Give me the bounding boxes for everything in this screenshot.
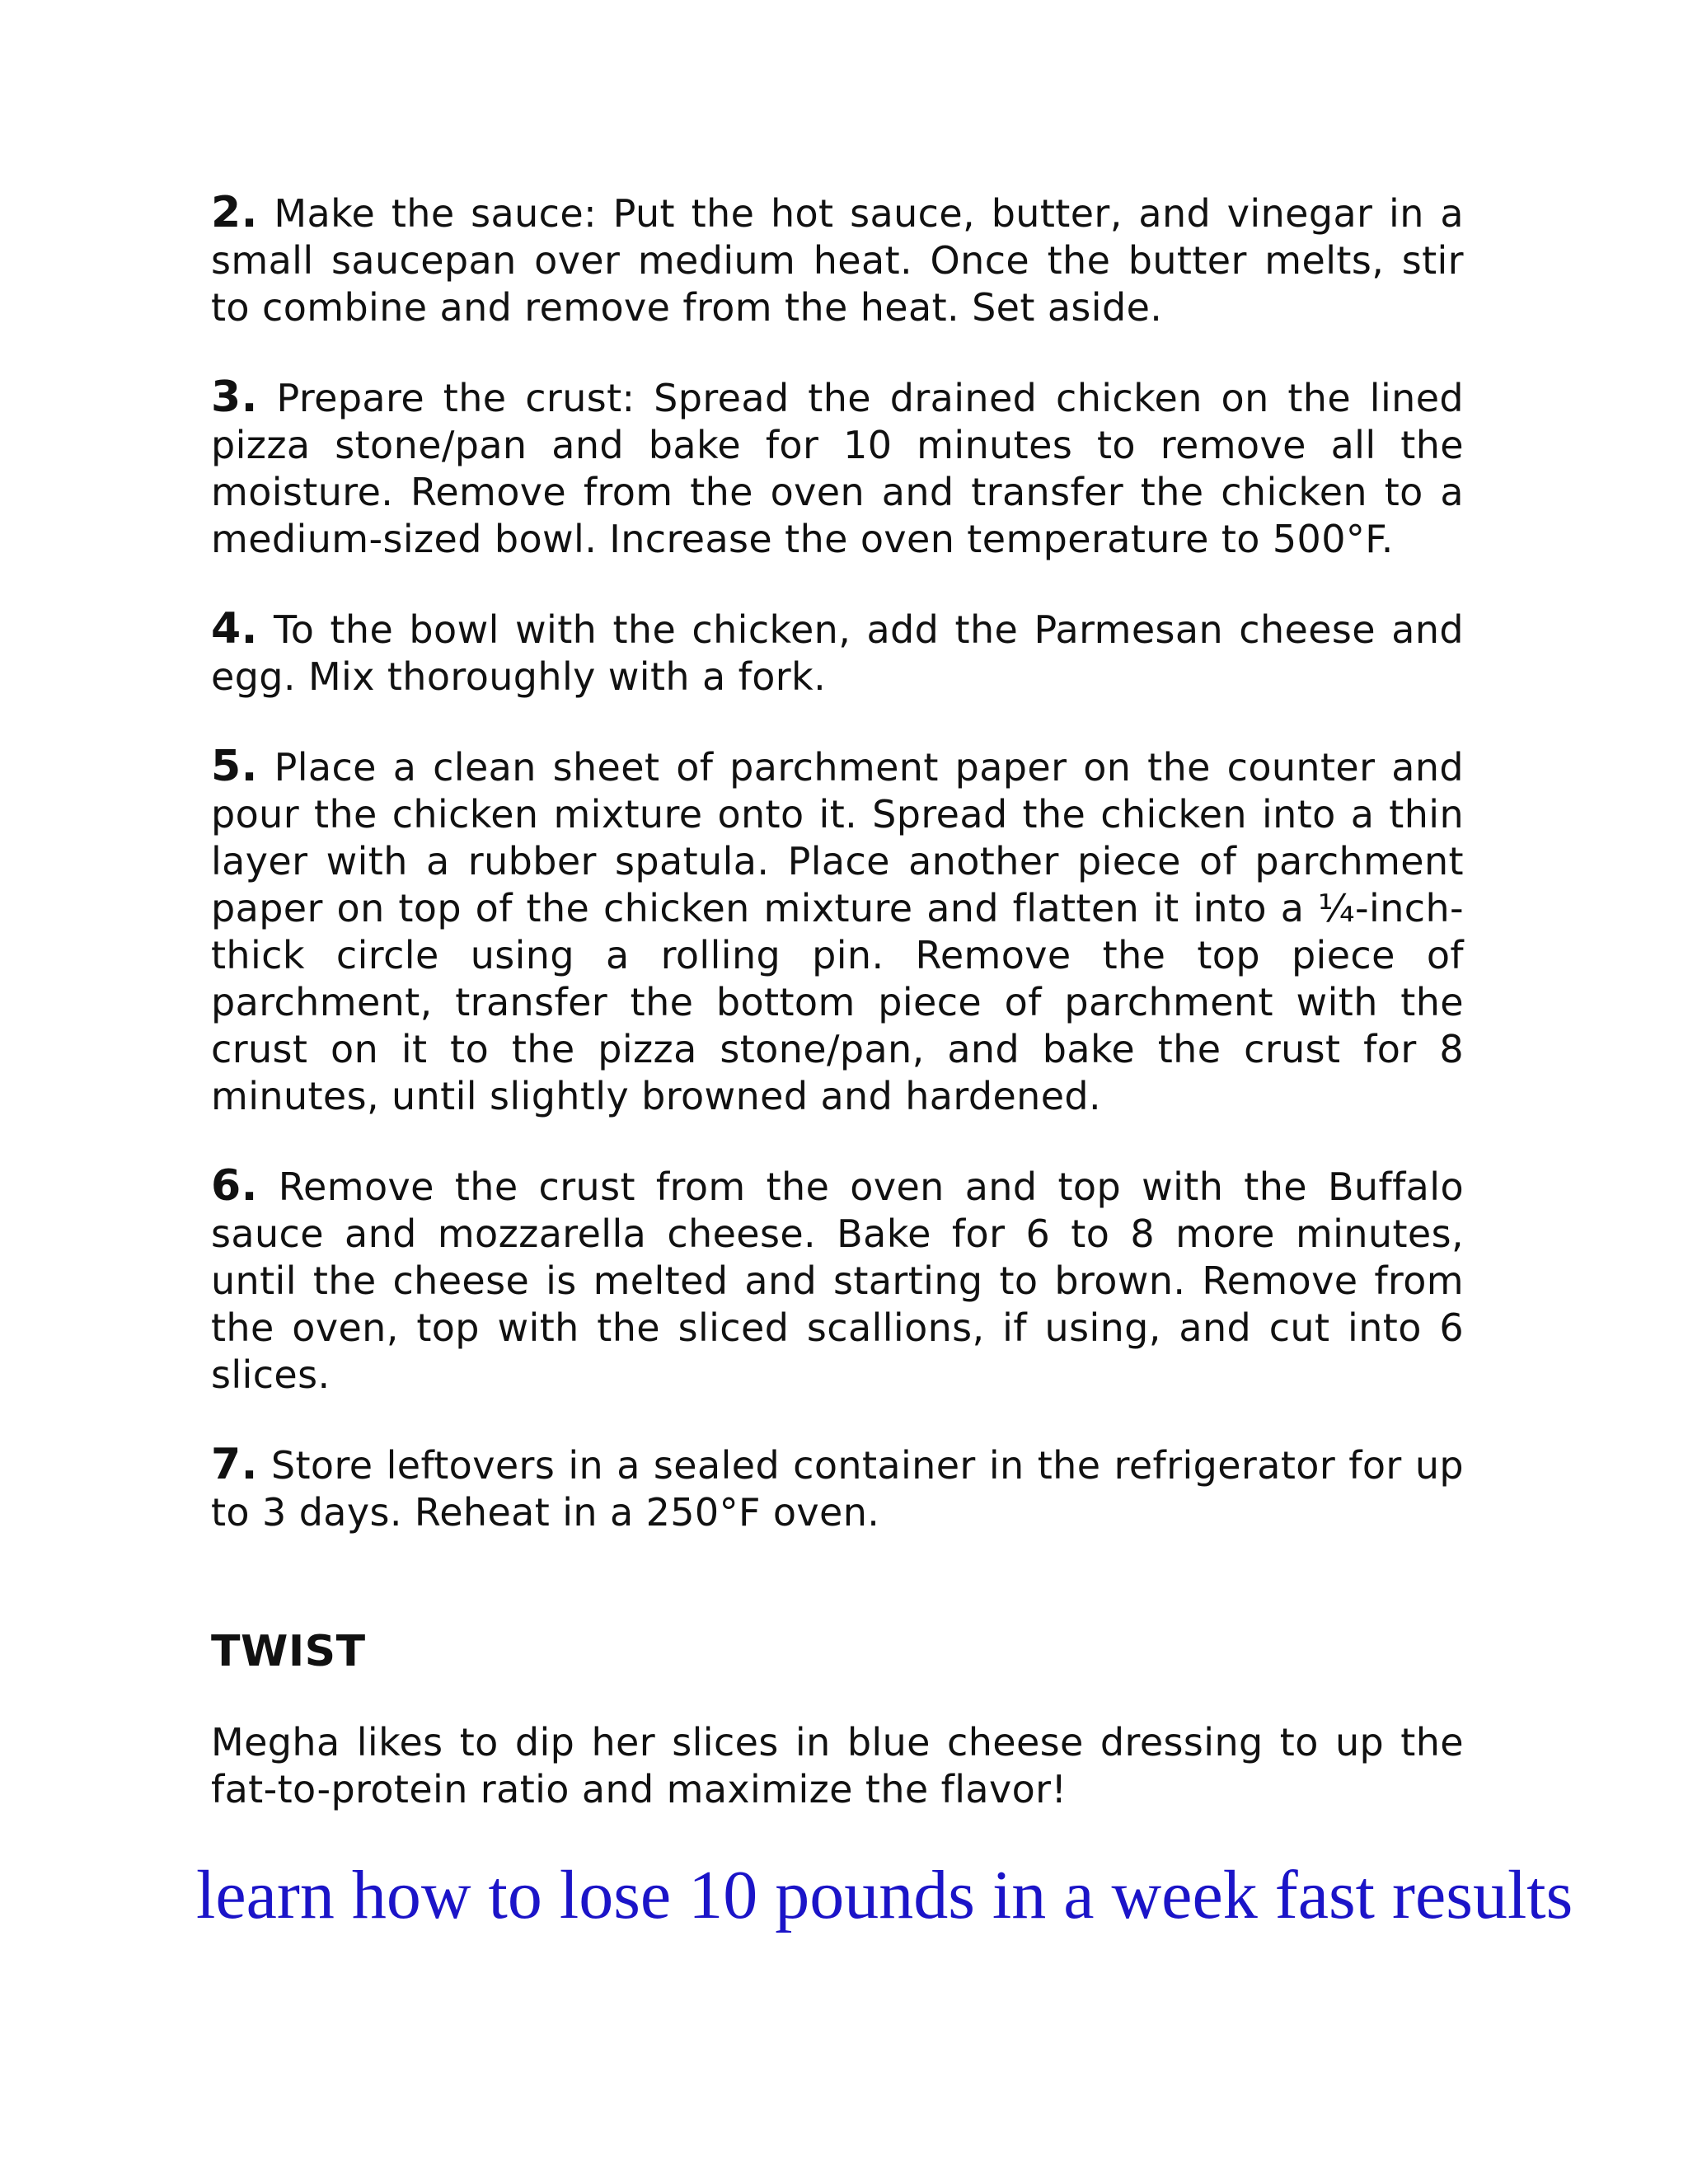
recipe-page <box>211 190 1464 1813</box>
twist-text: Megha likes to dip her slices in blue cheese dressing to up the fat-to-protein ratio and maximize the flavor! <box>211 1720 1464 1811</box>
step-2 <box>211 190 1464 331</box>
twist-heading: TWIST <box>211 1627 366 1676</box>
step-4 <box>211 606 1464 701</box>
step-text: Store leftovers in a sealed container in the refrigerator for up to 3 days. Reheat in a 250°F oven. <box>211 1443 1464 1535</box>
step-text: Place a clean sheet of parchment paper on the counter and pour the chicken mixture onto it. Spread the chicken into a thin layer with a rubber spatula. Place another piece of parchment paper on top of the chicken mixture and flatten it into a ¼-inch-thick circle using a rolling pin. Remove the top piece of parchment, transfer the bottom piece of parchment with the crust on it to the pizza stone/pan, and bake the crust for 8 minutes, until slightly browned and hardened. <box>211 745 1464 1118</box>
step-6 <box>211 1163 1464 1399</box>
step-number: 6. <box>211 1161 258 1211</box>
step-5 <box>211 743 1464 1120</box>
step-number: 5. <box>211 742 258 791</box>
step-number: 3. <box>211 373 258 422</box>
step-text: Remove the crust from the oven and top with the Buffalo sauce and mozzarella cheese. Bake for 6 to 8 more minutes, until the cheese is melted and starting to brown. Remove from the oven, top with the sliced scallions, if using, and cut into 6 slices. <box>211 1165 1464 1397</box>
step-text: To the bowl with the chicken, add the Parmesan cheese and egg. Mix thoroughly with a fork. <box>211 607 1464 699</box>
step-number: 7. <box>211 1440 258 1489</box>
step-3 <box>211 374 1464 563</box>
step-number: 2. <box>211 188 258 237</box>
step-text: Make the sauce: Put the hot sauce, butter, and vinegar in a small saucepan over medium heat. Once the butter melts, stir to combine and remove from the heat. Set aside. <box>211 191 1464 330</box>
step-number: 4. <box>211 604 258 654</box>
step-text: Prepare the crust: Spread the drained chicken on the lined pizza stone/pan and bake for 10 minutes to remove all the moisture. Remove from the oven and transfer the chicken to a medium-sized bowl. Increase the oven temperature to 500°F. <box>211 376 1464 561</box>
promo-link[interactable]: learn how to lose 10 pounds in a week fast results <box>196 1857 1573 1933</box>
step-7 <box>211 1441 1464 1536</box>
